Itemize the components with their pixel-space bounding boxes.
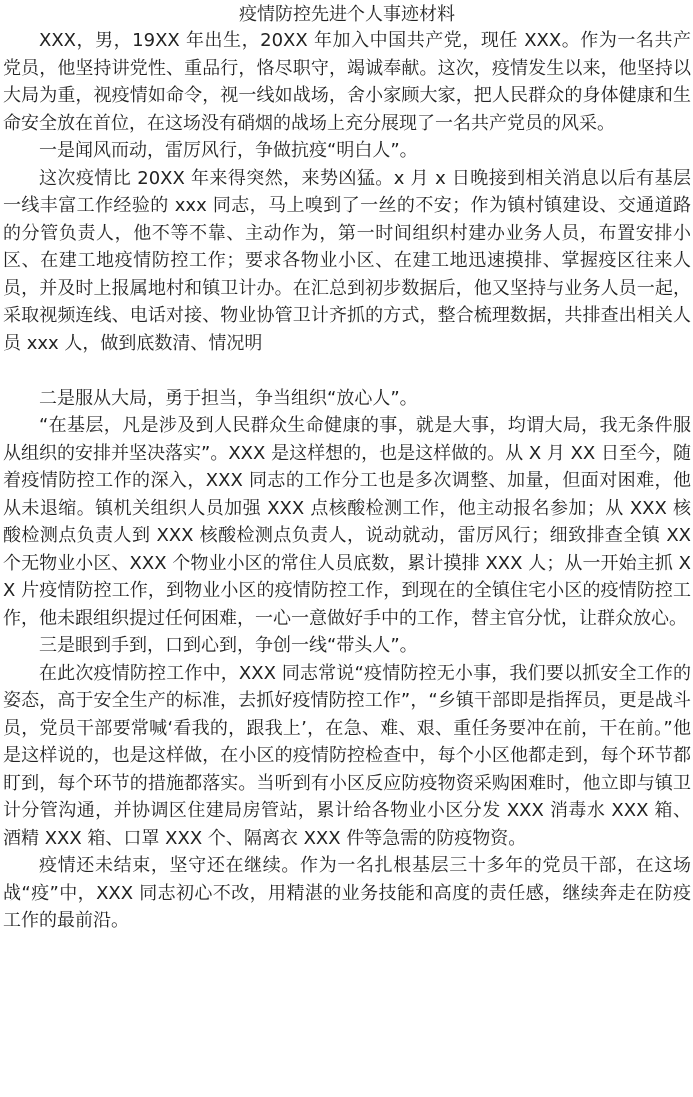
section-heading-3: 三是眼到手到，口到心到，争创一线“带头人”。 — [39, 635, 418, 656]
section-1-paragraph: 这次疫情比 20XX 年来得突然，来势凶猛。x 月 x 日晚接到相关消息以后有基层一线丰富工作经验的 xxx 同志，马上嗅到了一丝的不安；作为镇村镇建设、交通道路的分管负责人，他不等不靠、主动作为，第一时间组织村建办业务人员，布置安排小区、在建工地疫情防控工作；要求各物业小区、在建工地迅速摸排、掌握疫区往来人员，并及时上报属地村和镇卫计办。在汇总到初步数据后，他又坚持与业务人员一起，采取视频连线、电话对接、物业协管卫计齐抓的方式，整合梳理数据，共排查出相关人员 xxx 人，做到底数清、情况明 — [3, 167, 691, 354]
section-heading-1: 一是闻风而动，雷厉风行，争做抗疫“明白人”。 — [39, 140, 418, 161]
section-2-paragraph: “在基层，凡是涉及到人民群众生命健康的事，就是大事，均谓大局，我无条件服从组织的安排并坚决落实”。XXX 是这样想的，也是这样做的。从 X 月 XX 日至今，随着疫情防控工作的深入，XXX 同志的工作分工也是多次调整、加量，但面对困难，他从未退缩。镇机关组织人员加强 XXX 点核酸检测工作，他主动报名参加；从 XXX 核酸检测点负责人到 XXX 核酸检测点负责人，说动就动，雷厉风行；细致排查全镇 XX 个无物业小区、XXX 个物业小区的常住人员底数，累计摸排 XXX 人；从一开始主抓 XX 片疫情防控工作，到物业小区的疫情防控工作，到现在的全镇住宅小区的疫情防控工作，他未跟组织提过任何困难，一心一意做好手中的工作，替主官分忧，让群众放心。 — [3, 415, 691, 629]
section-3-paragraph: 在此次疫情防控工作中，XXX 同志常说“疫情防控无小事，我们要以抓安全工作的姿态，高于安全生产的标准，去抓好疫情防控工作”，“乡镇干部即是指挥员，更是战斗员，党员干部要常喊‘看我的，跟我上’，在急、难、艰、重任务要冲在前，干在前。”他是这样说的，也是这样做，在小区的疫情防控检查中，每个小区他都走到，每个环节都盯到，每个环节的措施都落实。当听到有小区反应防疫物资采购困难时，他立即与镇卫计分管沟通，并协调区住建局房管站，累计给各物业小区分发 XXX 消毒水 XXX 箱、酒精 XXX 箱、口罩 XXX 个、隔离衣 XXX 件等急需的防疫物资。 — [3, 662, 691, 849]
closing-paragraph: 疫情还未结束，坚守还在继续。作为一名扎根基层三十多年的党员干部，在这场战“疫”中，XXX 同志初心不改，用精湛的业务技能和高度的责任感，继续奔走在防疫工作的最前沿。 — [3, 855, 691, 931]
intro-paragraph: XXX，男，19XX 年出生，20XX 年加入中国共产党，现任 XXX。作为一名共产党员，他坚持讲党性、重品行，恪尽职守，竭诚奉献。这次，疫情发生以来，他坚持以大局为重，视疫情如命令，视一线如战场，舍小家顾大家，把人民群众的身体健康和生命安全放在首位，在这场没有硝烟的战场上充分展现了一名共产党员的风采。 — [3, 30, 691, 134]
blank-line — [3, 357, 691, 385]
section-heading-2: 二是服从大局，勇于担当，争当组织“放心人”。 — [39, 387, 418, 409]
document-title: 疫情防控先进个人事迹材料 — [239, 4, 455, 25]
